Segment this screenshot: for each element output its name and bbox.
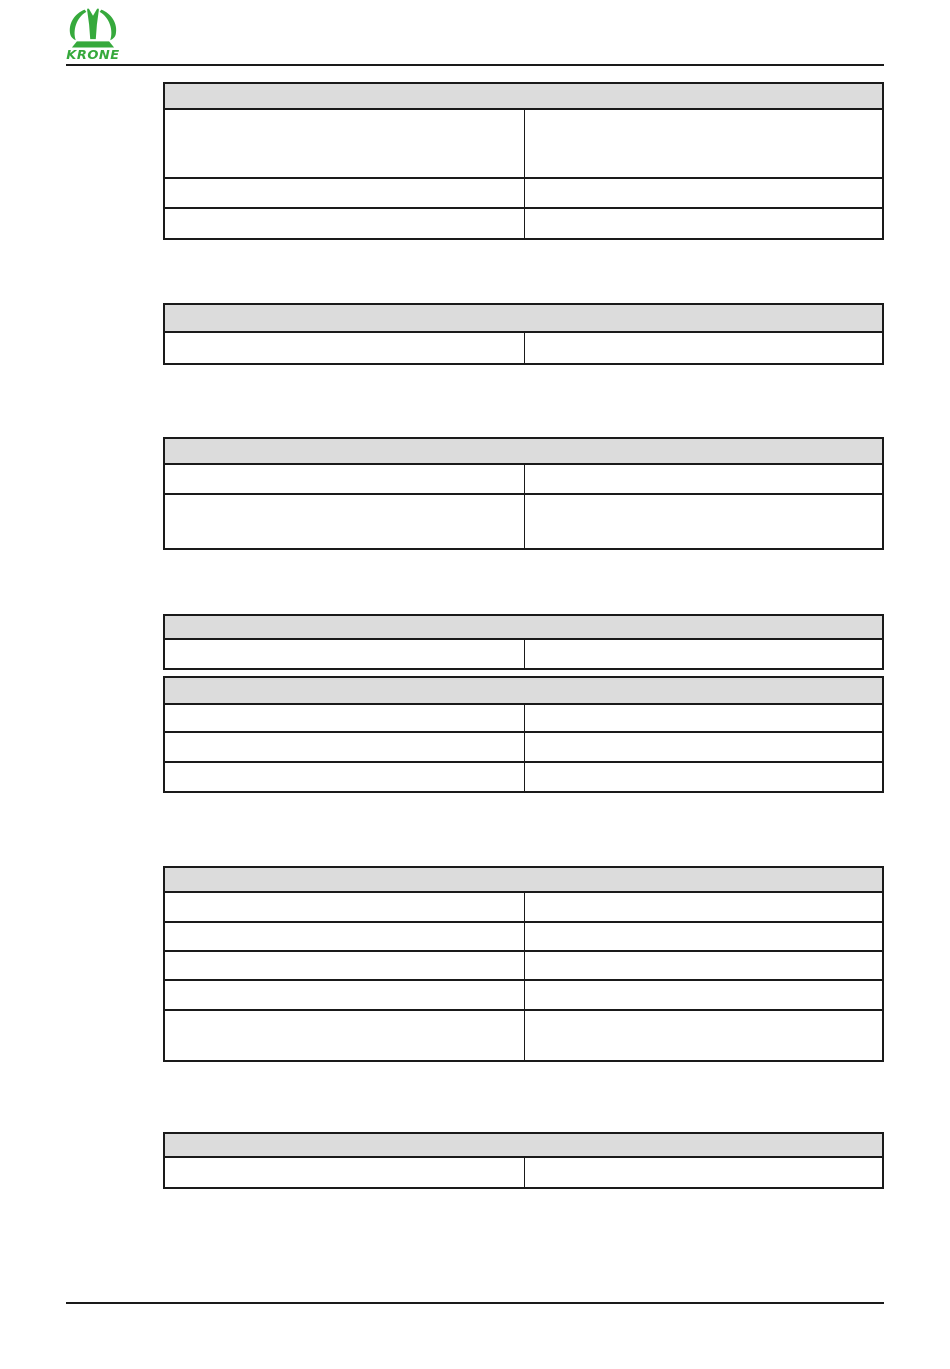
table-row	[165, 333, 882, 363]
table-header-bar	[165, 868, 882, 893]
table-cell	[165, 893, 524, 921]
table-cell	[524, 763, 883, 791]
table-header-bar	[165, 616, 882, 640]
table-cell	[165, 763, 524, 791]
table-cell	[524, 333, 883, 363]
table-cell	[165, 209, 524, 238]
table-cell	[165, 110, 524, 177]
record-table	[163, 437, 884, 550]
table-cell	[165, 733, 524, 761]
table-cell	[165, 981, 524, 1009]
krone-wordmark: KRONE	[66, 48, 120, 63]
table-row	[165, 209, 882, 238]
table-cell	[165, 179, 524, 207]
record-table	[163, 303, 884, 365]
table-row	[165, 893, 882, 923]
table-row	[165, 733, 882, 763]
table-cell	[524, 209, 883, 238]
krone-crown-icon	[65, 8, 121, 48]
table-cell	[524, 640, 883, 668]
table-cell	[165, 923, 524, 950]
table-row	[165, 1011, 882, 1060]
table-cell	[165, 1011, 524, 1060]
table-cell	[524, 110, 883, 177]
table-cell	[165, 333, 524, 363]
record-table	[163, 676, 884, 793]
table-cell	[524, 893, 883, 921]
table-cell	[524, 923, 883, 950]
table-cell	[165, 705, 524, 731]
table-row	[165, 763, 882, 791]
record-table	[163, 1132, 884, 1189]
table-row	[165, 952, 882, 981]
table-row	[165, 1158, 882, 1187]
table-cell	[524, 733, 883, 761]
footer-rule	[66, 1302, 884, 1304]
table-header-bar	[165, 84, 882, 110]
table-cell	[524, 981, 883, 1009]
table-header-bar	[165, 439, 882, 465]
record-table	[163, 82, 884, 240]
table-cell	[524, 495, 883, 548]
table-cell	[524, 952, 883, 979]
table-cell	[165, 1158, 524, 1187]
table-cell	[524, 179, 883, 207]
table-cell	[165, 952, 524, 979]
table-cell	[165, 495, 524, 548]
table-cell	[524, 1011, 883, 1060]
table-row	[165, 465, 882, 495]
record-table	[163, 614, 884, 670]
header-rule	[66, 64, 884, 66]
table-row	[165, 981, 882, 1011]
table-row	[165, 179, 882, 209]
record-table	[163, 866, 884, 1062]
table-cell	[165, 640, 524, 668]
table-row	[165, 640, 882, 668]
table-header-bar	[165, 678, 882, 705]
table-header-bar	[165, 1134, 882, 1158]
table-row	[165, 705, 882, 733]
table-row	[165, 923, 882, 952]
krone-logo	[63, 8, 123, 62]
table-cell	[524, 465, 883, 493]
table-cell	[165, 465, 524, 493]
table-row	[165, 110, 882, 179]
table-cell	[524, 705, 883, 731]
table-row	[165, 495, 882, 548]
table-header-bar	[165, 305, 882, 333]
table-cell	[524, 1158, 883, 1187]
